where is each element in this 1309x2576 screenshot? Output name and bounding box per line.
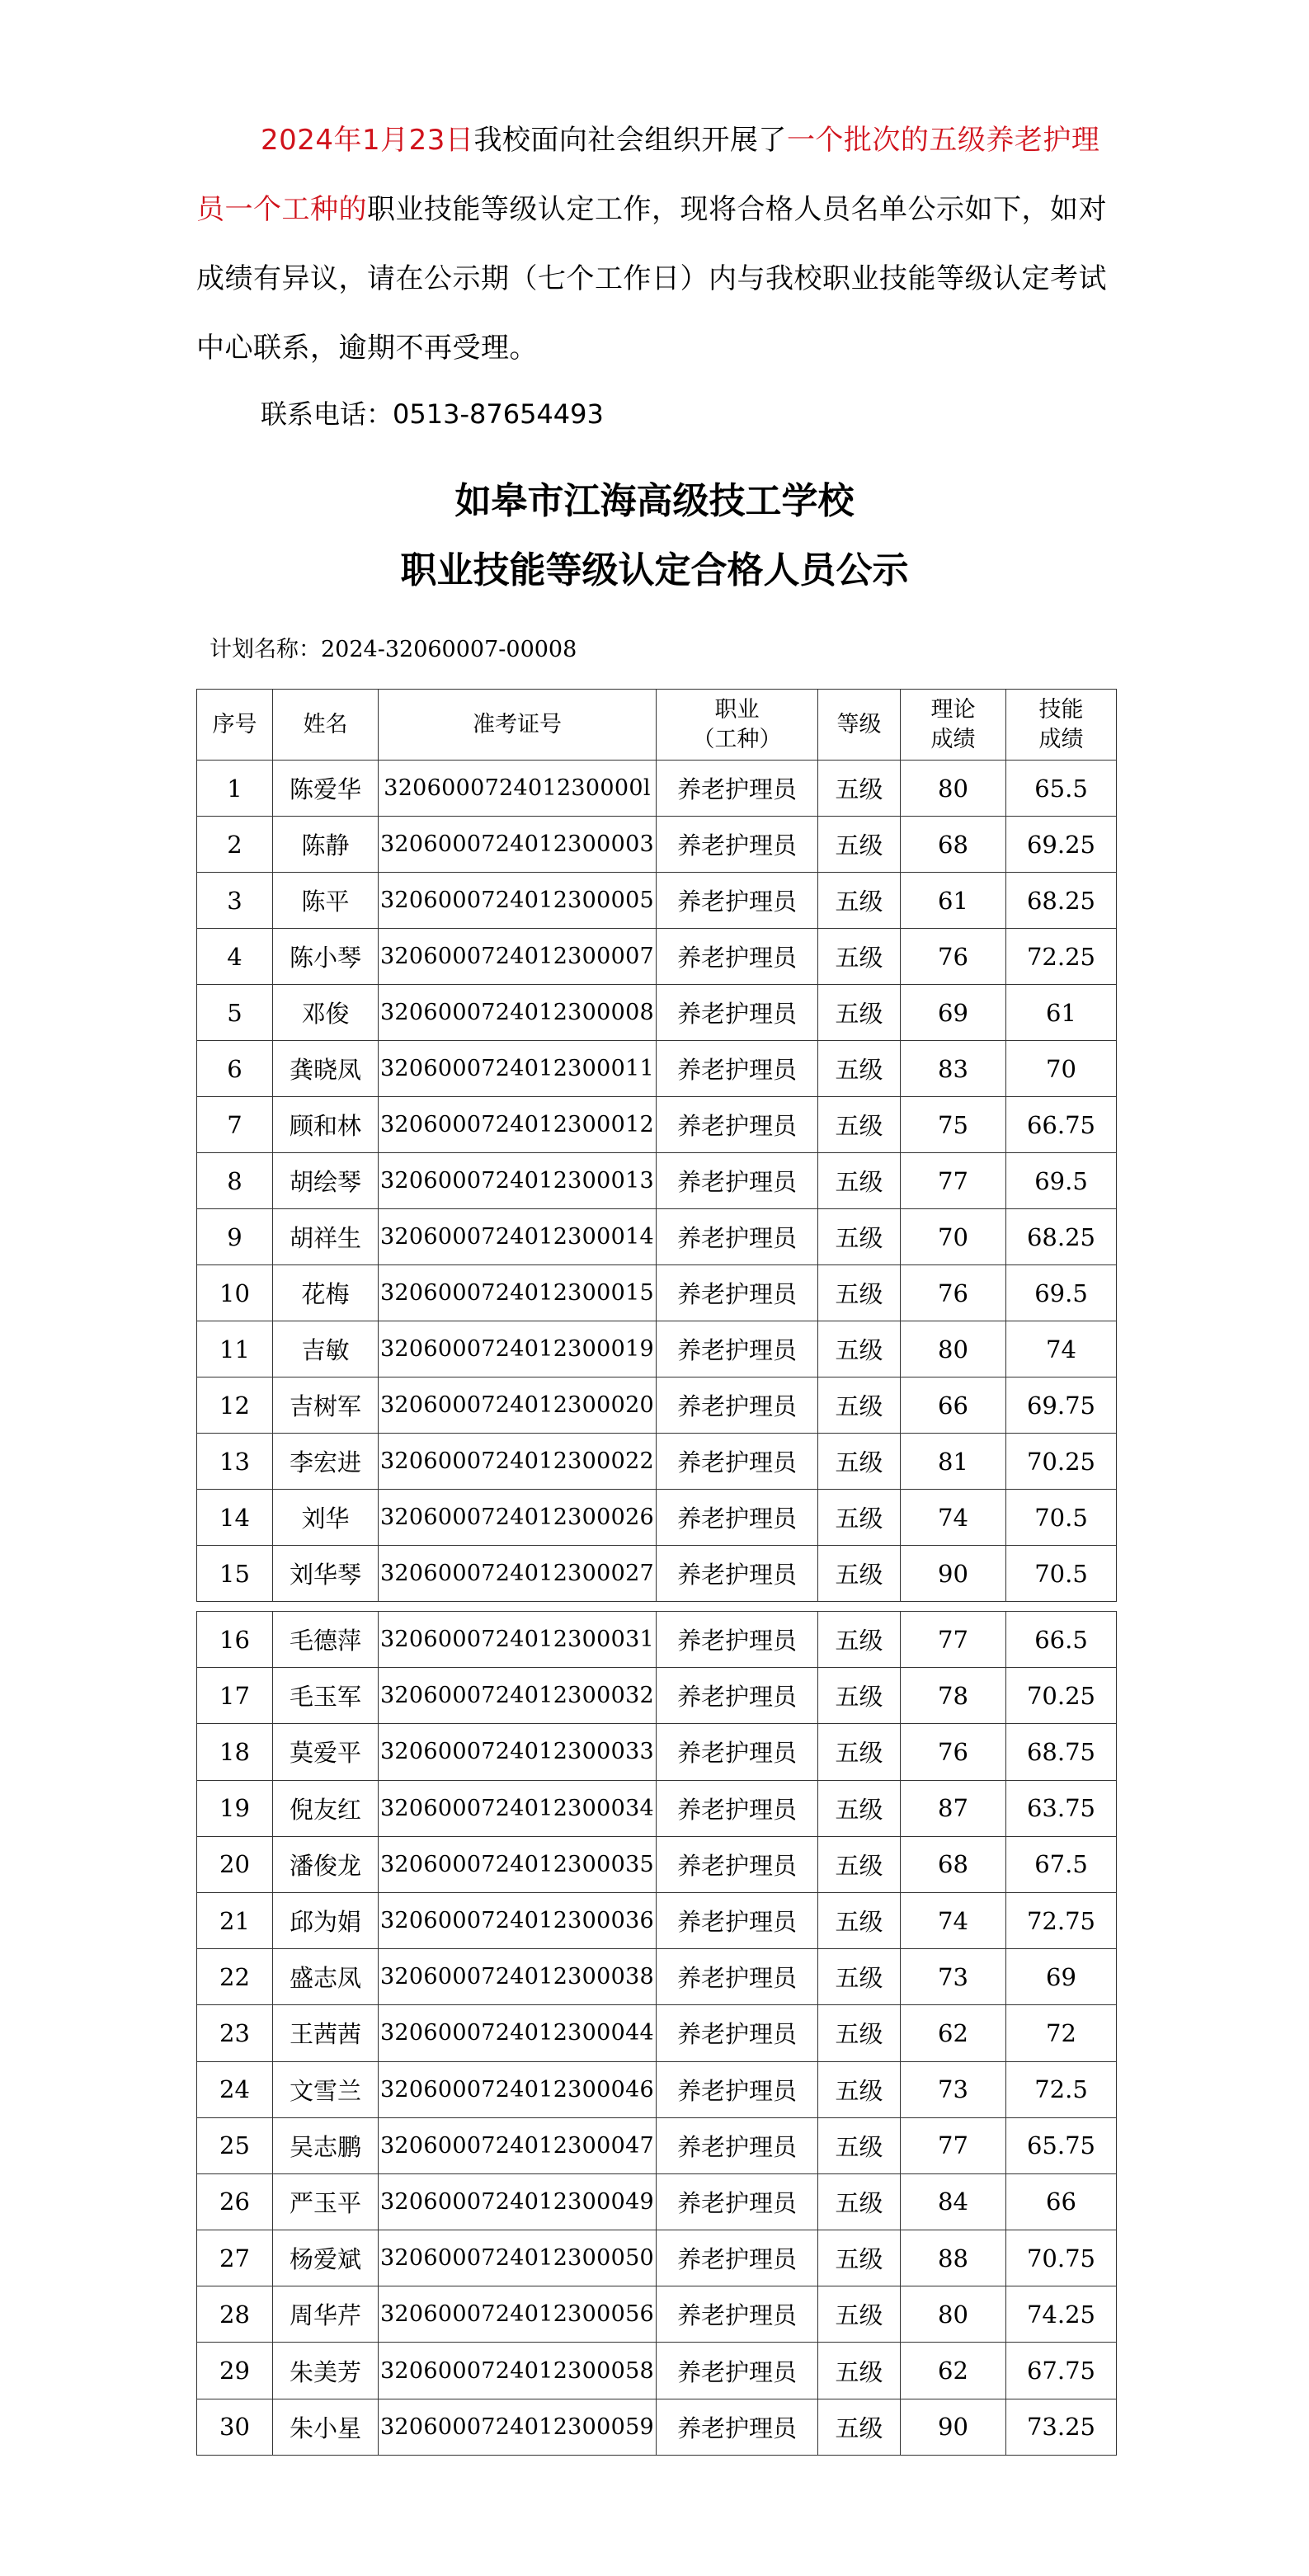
table-row — [197, 1612, 1117, 1668]
row-no: 15 — [197, 1546, 273, 1602]
row-level: 五级 — [818, 1949, 901, 2005]
row-no: 7 — [197, 1097, 273, 1153]
row-name: 李宏进 — [273, 1434, 379, 1490]
row-exam-id: 3206000724012300011 — [379, 1041, 657, 1097]
row-no: 8 — [197, 1153, 273, 1209]
table-row — [197, 929, 1117, 985]
row-level: 五级 — [818, 817, 901, 873]
row-exam-id: 3206000724012300049 — [379, 2173, 657, 2230]
row-theory-score: 61 — [901, 873, 1006, 929]
row-no: 26 — [197, 2173, 273, 2230]
row-no: 3 — [197, 873, 273, 929]
row-occupation: 养老护理员 — [657, 2173, 818, 2230]
row-no: 10 — [197, 1265, 273, 1321]
row-occupation: 养老护理员 — [657, 1377, 818, 1434]
row-occupation: 养老护理员 — [657, 2117, 818, 2173]
row-level: 五级 — [818, 2286, 901, 2343]
header-level: 等级 — [818, 690, 901, 761]
row-no: 16 — [197, 1612, 273, 1668]
table-row — [197, 2399, 1117, 2455]
row-name: 杨爱斌 — [273, 2230, 379, 2286]
table-row — [197, 1892, 1117, 1948]
table-row — [197, 1041, 1117, 1097]
school-title: 如皋市江海高级技工学校 — [454, 480, 855, 522]
row-no: 25 — [197, 2117, 273, 2173]
row-theory-score: 73 — [901, 1949, 1006, 2005]
row-name: 盛志凤 — [273, 1949, 379, 2005]
row-no: 1 — [197, 761, 273, 817]
row-exam-id: 3206000724012300012 — [379, 1097, 657, 1153]
row-level: 五级 — [818, 1780, 901, 1836]
row-occupation: 养老护理员 — [657, 929, 818, 985]
row-theory-score: 77 — [901, 2117, 1006, 2173]
row-name: 吉敏 — [273, 1321, 379, 1377]
list-title: 职业技能等级认定合格人员公示 — [400, 549, 909, 591]
row-exam-id: 3206000724012300046 — [379, 2061, 657, 2117]
row-name: 陈平 — [273, 873, 379, 929]
table-row — [197, 817, 1117, 873]
row-occupation: 养老护理员 — [657, 1892, 818, 1948]
row-exam-id: 3206000724012300033 — [379, 1724, 657, 1780]
row-skill-score: 69.75 — [1006, 1377, 1117, 1434]
row-no: 28 — [197, 2286, 273, 2343]
row-level: 五级 — [818, 1836, 901, 1892]
row-exam-id: 3206000724012300008 — [379, 985, 657, 1041]
row-occupation: 养老护理员 — [657, 2230, 818, 2286]
row-no: 22 — [197, 1949, 273, 2005]
row-name: 顾和林 — [273, 1097, 379, 1153]
row-skill-score: 68.25 — [1006, 1209, 1117, 1265]
row-exam-id: 3206000724012300031 — [379, 1612, 657, 1668]
table-row — [197, 1434, 1117, 1490]
results-table-part-2 — [196, 1611, 1117, 2456]
row-skill-score: 74 — [1006, 1321, 1117, 1377]
results-table-part-1 — [196, 689, 1117, 1602]
row-level: 五级 — [818, 1434, 901, 1490]
row-exam-id: 3206000724012300038 — [379, 1949, 657, 2005]
row-exam-id: 3206000724012300058 — [379, 2343, 657, 2399]
notice-scope: 一个批次的五级养老护理员一个工种的 — [196, 124, 1100, 226]
row-theory-score: 76 — [901, 929, 1006, 985]
notice-text-1: 我校面向社会组织开展了 — [473, 124, 787, 157]
row-theory-score: 62 — [901, 2343, 1006, 2399]
row-name: 莫爱平 — [273, 1724, 379, 1780]
row-level: 五级 — [818, 2005, 901, 2061]
row-exam-id: 3206000724012300034 — [379, 1780, 657, 1836]
row-no: 9 — [197, 1209, 273, 1265]
row-exam-id: 3206000724012300059 — [379, 2399, 657, 2455]
table-row — [197, 1209, 1117, 1265]
header-no: 序号 — [197, 690, 273, 761]
row-no: 19 — [197, 1780, 273, 1836]
table-row — [197, 1153, 1117, 1209]
row-level: 五级 — [818, 873, 901, 929]
row-exam-id: 3206000724012300056 — [379, 2286, 657, 2343]
row-skill-score: 73.25 — [1006, 2399, 1117, 2455]
row-exam-id: 3206000724012300015 — [379, 1265, 657, 1321]
row-level: 五级 — [818, 2343, 901, 2399]
row-level: 五级 — [818, 1265, 901, 1321]
row-occupation: 养老护理员 — [657, 1949, 818, 2005]
row-skill-score: 70.5 — [1006, 1546, 1117, 1602]
row-occupation: 养老护理员 — [657, 1153, 818, 1209]
row-theory-score: 76 — [901, 1265, 1006, 1321]
row-skill-score: 69.5 — [1006, 1153, 1117, 1209]
row-theory-score: 90 — [901, 2399, 1006, 2455]
row-occupation: 养老护理员 — [657, 1209, 818, 1265]
row-exam-id: 3206000724012300022 — [379, 1434, 657, 1490]
row-name: 倪友红 — [273, 1780, 379, 1836]
row-occupation: 养老护理员 — [657, 1097, 818, 1153]
row-name: 潘俊龙 — [273, 1836, 379, 1892]
row-occupation: 养老护理员 — [657, 817, 818, 873]
row-no: 20 — [197, 1836, 273, 1892]
row-occupation: 养老护理员 — [657, 2399, 818, 2455]
row-skill-score: 72.5 — [1006, 2061, 1117, 2117]
row-level: 五级 — [818, 2117, 901, 2173]
row-name: 文雪兰 — [273, 2061, 379, 2117]
row-occupation: 养老护理员 — [657, 761, 818, 817]
table-row — [197, 2061, 1117, 2117]
row-exam-id: 3206000724012300005 — [379, 873, 657, 929]
row-theory-score: 80 — [901, 761, 1006, 817]
row-no: 14 — [197, 1490, 273, 1546]
row-skill-score: 65.75 — [1006, 2117, 1117, 2173]
row-exam-id: 3206000724012300027 — [379, 1546, 657, 1602]
row-level: 五级 — [818, 1321, 901, 1377]
row-name: 刘华 — [273, 1490, 379, 1546]
row-theory-score: 84 — [901, 2173, 1006, 2230]
row-no: 30 — [197, 2399, 273, 2455]
row-theory-score: 90 — [901, 1546, 1006, 1602]
row-level: 五级 — [818, 761, 901, 817]
table-row — [197, 985, 1117, 1041]
row-theory-score: 70 — [901, 1209, 1006, 1265]
row-exam-id: 3206000724012300044 — [379, 2005, 657, 2061]
row-skill-score: 72.25 — [1006, 929, 1117, 985]
row-occupation: 养老护理员 — [657, 1434, 818, 1490]
row-exam-id: 3206000724012300032 — [379, 1668, 657, 1724]
row-level: 五级 — [818, 1892, 901, 1948]
row-theory-score: 81 — [901, 1434, 1006, 1490]
table-row — [197, 1097, 1117, 1153]
header-occupation: 职业 （工种） — [657, 690, 818, 761]
row-name: 邓俊 — [273, 985, 379, 1041]
table-row — [197, 2286, 1117, 2343]
row-level: 五级 — [818, 2230, 901, 2286]
row-skill-score: 65.5 — [1006, 761, 1117, 817]
row-name: 陈静 — [273, 817, 379, 873]
row-occupation: 养老护理员 — [657, 1612, 818, 1668]
table-row — [197, 1668, 1117, 1724]
row-exam-id: 3206000724012300035 — [379, 1836, 657, 1892]
row-occupation: 养老护理员 — [657, 1546, 818, 1602]
row-exam-id: 3206000724012300047 — [379, 2117, 657, 2173]
row-skill-score: 70.25 — [1006, 1668, 1117, 1724]
row-theory-score: 74 — [901, 1490, 1006, 1546]
row-skill-score: 70 — [1006, 1041, 1117, 1097]
row-name: 吉树军 — [273, 1377, 379, 1434]
table-row — [197, 2117, 1117, 2173]
row-theory-score: 80 — [901, 2286, 1006, 2343]
row-theory-score: 76 — [901, 1724, 1006, 1780]
header-skill: 技能 成绩 — [1006, 690, 1117, 761]
row-theory-score: 83 — [901, 1041, 1006, 1097]
row-name: 胡祥生 — [273, 1209, 379, 1265]
row-level: 五级 — [818, 1668, 901, 1724]
row-name: 胡绘琴 — [273, 1153, 379, 1209]
row-no: 24 — [197, 2061, 273, 2117]
row-level: 五级 — [818, 929, 901, 985]
table-row — [197, 2230, 1117, 2286]
row-name: 毛玉军 — [273, 1668, 379, 1724]
row-name: 龚晓凤 — [273, 1041, 379, 1097]
row-skill-score: 67.5 — [1006, 1836, 1117, 1892]
row-theory-score: 66 — [901, 1377, 1006, 1434]
row-level: 五级 — [818, 1209, 901, 1265]
row-level: 五级 — [818, 2061, 901, 2117]
row-theory-score: 78 — [901, 1668, 1006, 1724]
row-occupation: 养老护理员 — [657, 1041, 818, 1097]
row-no: 13 — [197, 1434, 273, 1490]
row-theory-score: 77 — [901, 1612, 1006, 1668]
row-occupation: 养老护理员 — [657, 1321, 818, 1377]
table-row — [197, 1836, 1117, 1892]
row-skill-score: 72 — [1006, 2005, 1117, 2061]
row-theory-score: 74 — [901, 1892, 1006, 1948]
row-occupation: 养老护理员 — [657, 1265, 818, 1321]
table-row — [197, 873, 1117, 929]
row-occupation: 养老护理员 — [657, 1724, 818, 1780]
row-level: 五级 — [818, 1377, 901, 1434]
row-skill-score: 70.25 — [1006, 1434, 1117, 1490]
row-skill-score: 70.75 — [1006, 2230, 1117, 2286]
row-theory-score: 77 — [901, 1153, 1006, 1209]
row-name: 周华芹 — [273, 2286, 379, 2343]
row-level: 五级 — [818, 2399, 901, 2455]
row-skill-score: 66.75 — [1006, 1097, 1117, 1153]
row-exam-id: 3206000724012300014 — [379, 1209, 657, 1265]
table-row — [197, 1780, 1117, 1836]
notice-text-2: 职业技能等级认定工作，现将合格人员名单公示如下，如对成绩有异议，请在公示期（七个工作日）内与我校职业技能等级认定考试中心联系，逾期不再受理。 — [196, 193, 1107, 365]
row-exam-id: 3206000724012300013 — [379, 1153, 657, 1209]
row-skill-score: 69 — [1006, 1949, 1117, 2005]
row-no: 17 — [197, 1668, 273, 1724]
row-theory-score: 62 — [901, 2005, 1006, 2061]
row-skill-score: 63.75 — [1006, 1780, 1117, 1836]
table-row — [197, 761, 1117, 817]
row-name: 毛德萍 — [273, 1612, 379, 1668]
header-theory: 理论 成绩 — [901, 690, 1006, 761]
row-occupation: 养老护理员 — [657, 1668, 818, 1724]
row-occupation: 养老护理员 — [657, 1780, 818, 1836]
row-name: 朱小星 — [273, 2399, 379, 2455]
row-skill-score: 67.75 — [1006, 2343, 1117, 2399]
row-no: 23 — [197, 2005, 273, 2061]
row-theory-score: 80 — [901, 1321, 1006, 1377]
table-row — [197, 1490, 1117, 1546]
row-level: 五级 — [818, 1153, 901, 1209]
row-exam-id: 3206000724012300050 — [379, 2230, 657, 2286]
row-no: 21 — [197, 1892, 273, 1948]
table-header-row — [197, 690, 1117, 761]
header-name: 姓名 — [273, 690, 379, 761]
row-exam-id: 3206000724012300019 — [379, 1321, 657, 1377]
row-level: 五级 — [818, 1612, 901, 1668]
row-name: 刘华琴 — [273, 1546, 379, 1602]
row-name: 陈小琴 — [273, 929, 379, 985]
row-theory-score: 88 — [901, 2230, 1006, 2286]
row-occupation: 养老护理员 — [657, 2286, 818, 2343]
row-level: 五级 — [818, 1490, 901, 1546]
row-no: 6 — [197, 1041, 273, 1097]
row-no: 18 — [197, 1724, 273, 1780]
table-row — [197, 2343, 1117, 2399]
table-row — [197, 2173, 1117, 2230]
row-no: 4 — [197, 929, 273, 985]
plan-name: 计划名称：2024-32060007-00008 — [210, 637, 577, 662]
row-exam-id: 3206000724012300007 — [379, 929, 657, 985]
row-exam-id: 3206000724012300020 — [379, 1377, 657, 1434]
notice-date: 2024年1月23日 — [261, 124, 474, 157]
row-no: 29 — [197, 2343, 273, 2399]
row-name: 吴志鹏 — [273, 2117, 379, 2173]
row-theory-score: 69 — [901, 985, 1006, 1041]
table-row — [197, 1321, 1117, 1377]
row-skill-score: 72.75 — [1006, 1892, 1117, 1948]
row-level: 五级 — [818, 1546, 901, 1602]
notice-paragraph — [196, 106, 1122, 383]
row-exam-id: 3206000724012300036 — [379, 1892, 657, 1948]
row-skill-score: 66.5 — [1006, 1612, 1117, 1668]
table-row — [197, 2005, 1117, 2061]
row-occupation: 养老护理员 — [657, 2005, 818, 2061]
table-row — [197, 1724, 1117, 1780]
row-no: 27 — [197, 2230, 273, 2286]
row-occupation: 养老护理员 — [657, 1490, 818, 1546]
row-theory-score: 68 — [901, 817, 1006, 873]
row-no: 12 — [197, 1377, 273, 1434]
row-skill-score: 68.25 — [1006, 873, 1117, 929]
row-level: 五级 — [818, 1041, 901, 1097]
row-occupation: 养老护理员 — [657, 1836, 818, 1892]
row-skill-score: 69.25 — [1006, 817, 1117, 873]
row-theory-score: 68 — [901, 1836, 1006, 1892]
table-row — [197, 1265, 1117, 1321]
row-exam-id: 3206000724012300003 — [379, 817, 657, 873]
row-no: 2 — [197, 817, 273, 873]
row-level: 五级 — [818, 1097, 901, 1153]
row-theory-score: 75 — [901, 1097, 1006, 1153]
row-theory-score: 87 — [901, 1780, 1006, 1836]
row-skill-score: 68.75 — [1006, 1724, 1117, 1780]
row-exam-id: 320600072401230000l — [379, 761, 657, 817]
row-name: 朱美芳 — [273, 2343, 379, 2399]
row-no: 5 — [197, 985, 273, 1041]
row-skill-score: 70.5 — [1006, 1490, 1117, 1546]
table-row — [197, 1949, 1117, 2005]
row-occupation: 养老护理员 — [657, 2343, 818, 2399]
row-name: 陈爱华 — [273, 761, 379, 817]
row-occupation: 养老护理员 — [657, 873, 818, 929]
row-skill-score: 61 — [1006, 985, 1117, 1041]
table-row — [197, 1546, 1117, 1602]
row-theory-score: 73 — [901, 2061, 1006, 2117]
row-level: 五级 — [818, 2173, 901, 2230]
row-name: 花梅 — [273, 1265, 379, 1321]
table-row — [197, 1377, 1117, 1434]
row-level: 五级 — [818, 1724, 901, 1780]
row-name: 严玉平 — [273, 2173, 379, 2230]
row-name: 王茜茜 — [273, 2005, 379, 2061]
row-skill-score: 66 — [1006, 2173, 1117, 2230]
row-exam-id: 3206000724012300026 — [379, 1490, 657, 1546]
row-occupation: 养老护理员 — [657, 2061, 818, 2117]
row-occupation: 养老护理员 — [657, 985, 818, 1041]
row-skill-score: 74.25 — [1006, 2286, 1117, 2343]
header-exam-id: 准考证号 — [379, 690, 657, 761]
row-skill-score: 69.5 — [1006, 1265, 1117, 1321]
contact-phone: 联系电话：0513-87654493 — [261, 398, 604, 430]
row-level: 五级 — [818, 985, 901, 1041]
row-name: 邱为娟 — [273, 1892, 379, 1948]
row-no: 11 — [197, 1321, 273, 1377]
